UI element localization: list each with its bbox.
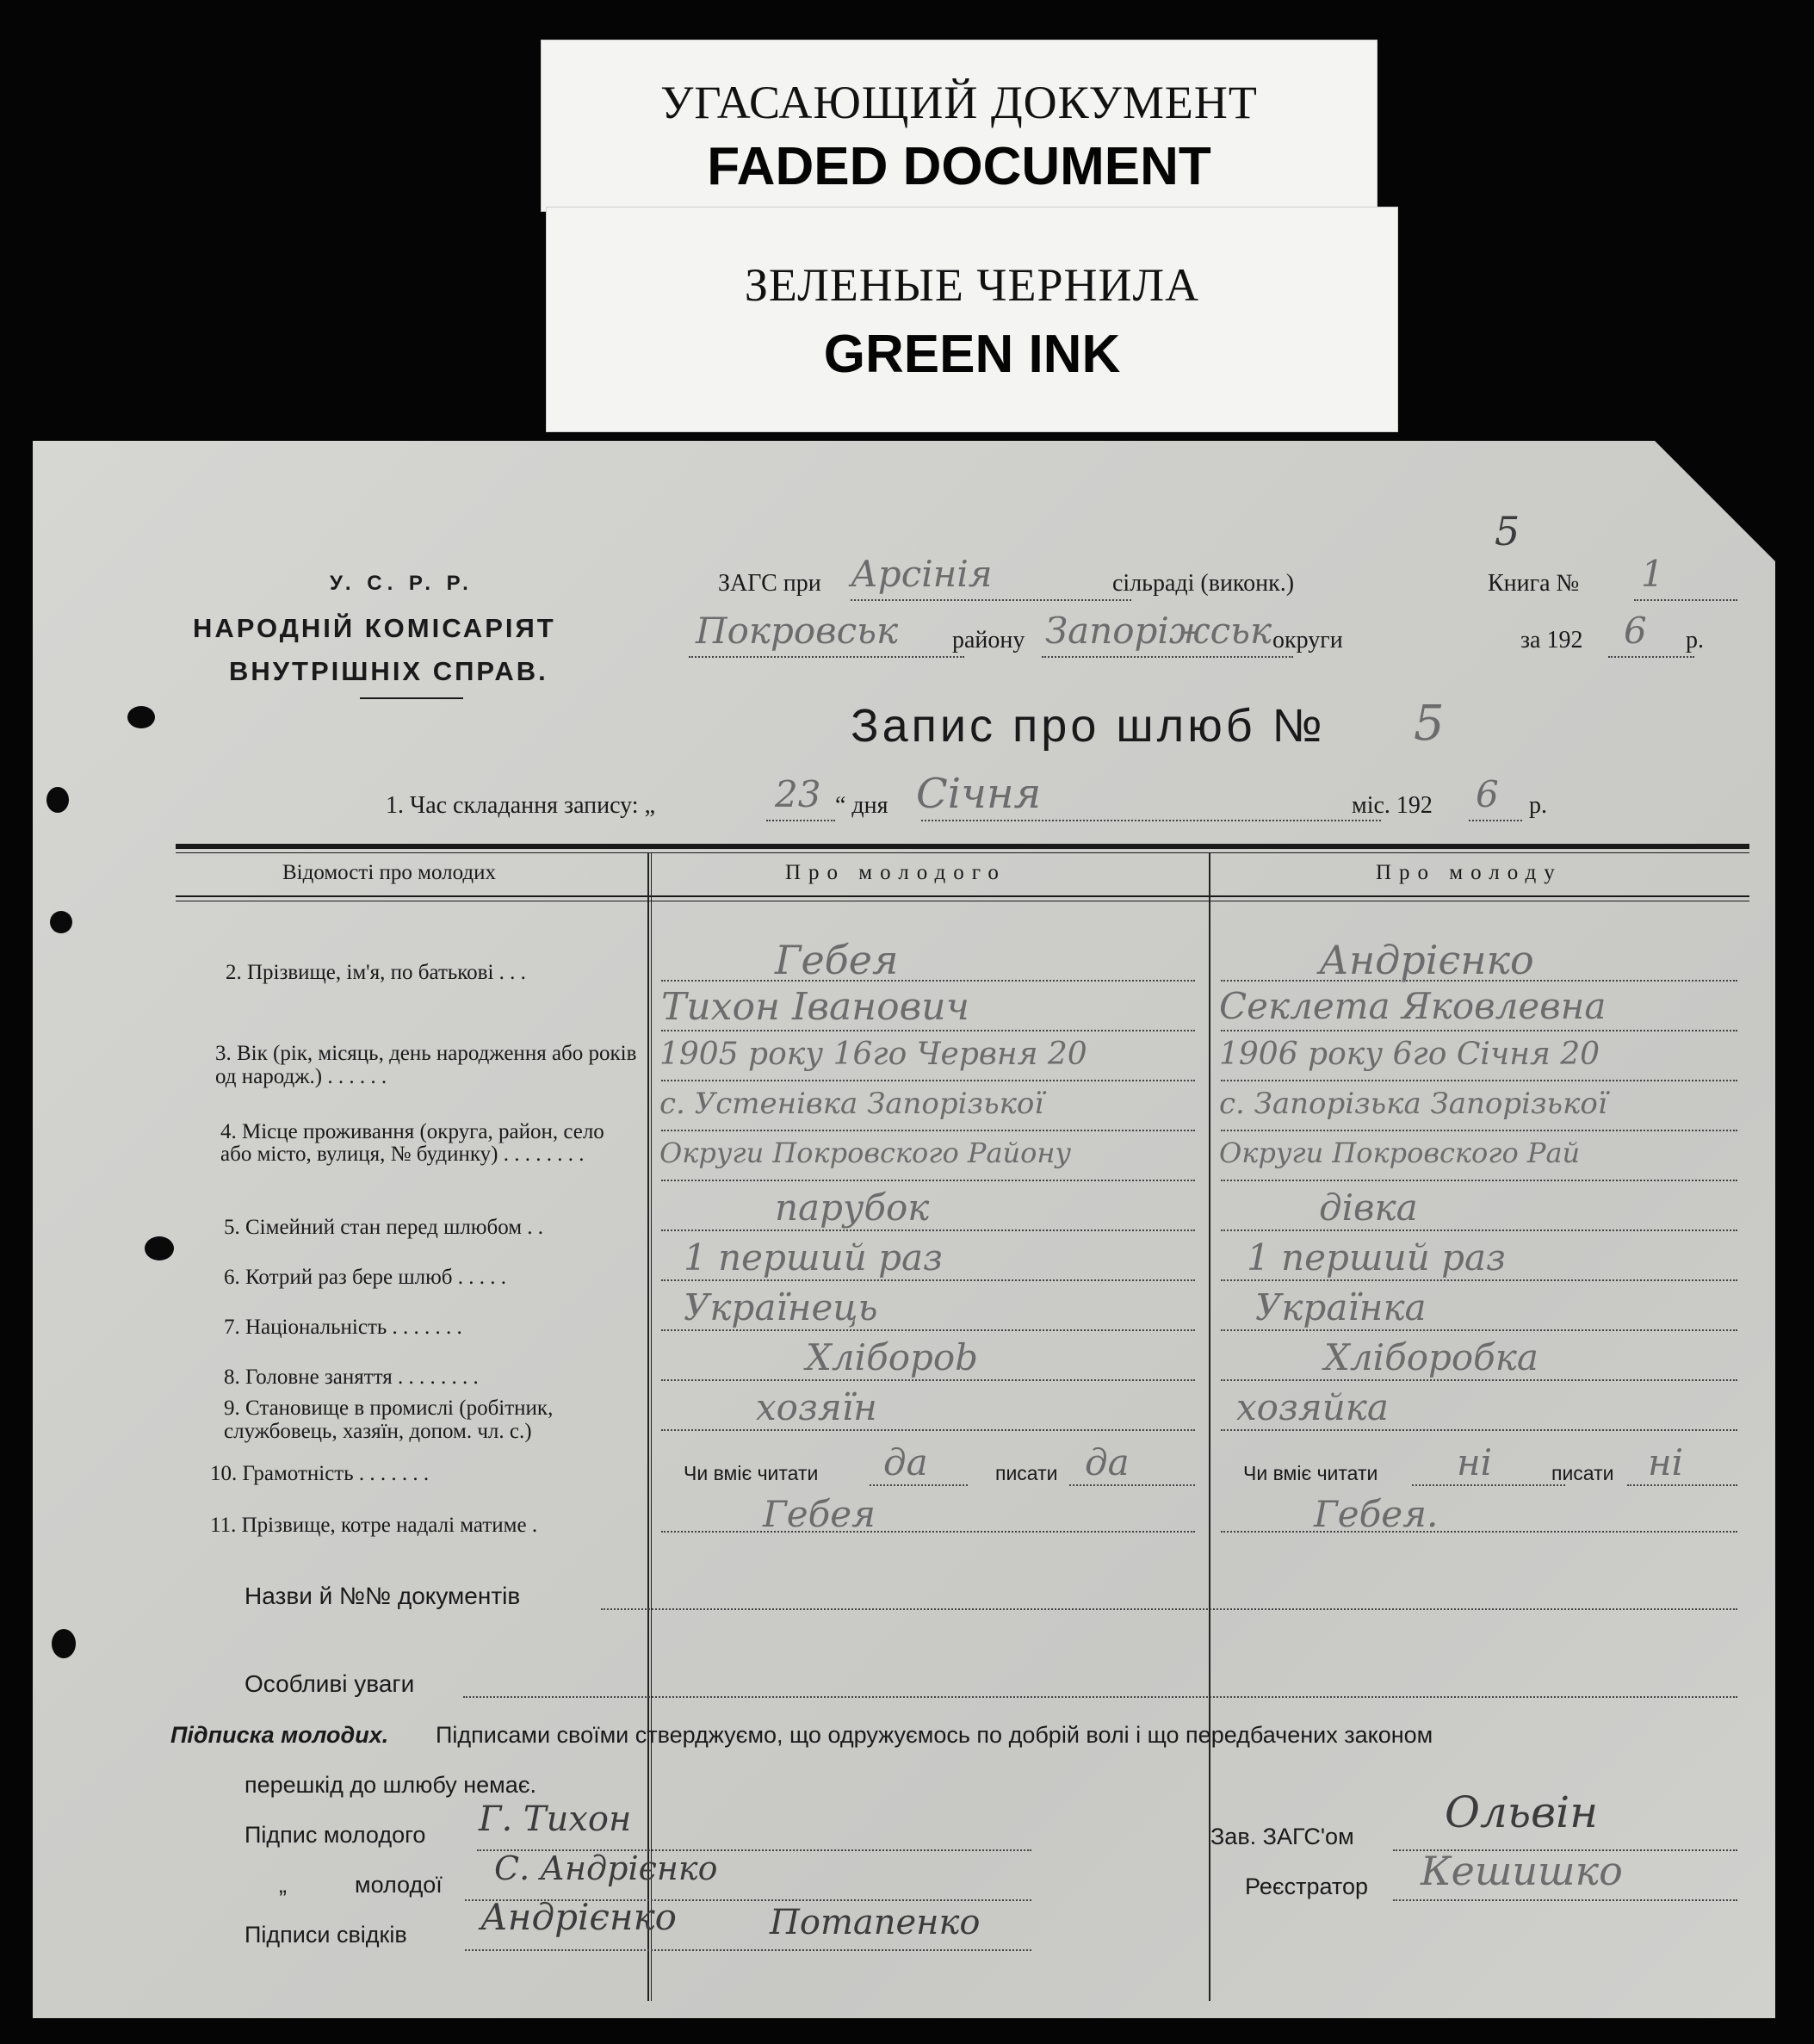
district-label: району: [952, 627, 1025, 653]
record-time-label: 1. Час складання запису: „: [386, 792, 655, 819]
district-dotline: [689, 656, 964, 658]
witness-line: [465, 1949, 1031, 1951]
groom-residence-1: с. Устенівка Запорізької: [659, 1087, 1044, 1121]
groom-write-value: да: [1085, 1441, 1130, 1483]
table-top-rule-thin: [176, 852, 1749, 853]
faded-stamp-ru: УГАСАЮЩИЙ ДОКУМЕНТ: [660, 77, 1258, 128]
registrar-sign-line: [1393, 1899, 1737, 1901]
table-top-rule: [176, 844, 1749, 849]
commissariat-line-1: НАРОДНІЙ КОМІСАРІЯТ: [193, 613, 556, 643]
header-underline: [360, 697, 463, 699]
documents-line: [601, 1608, 1737, 1610]
groom-write-label: писати: [995, 1462, 1058, 1484]
bride-sign-prefix: „: [279, 1872, 287, 1898]
record-year-end: р.: [1529, 792, 1547, 819]
registrar-label: Реєстратор: [1245, 1874, 1369, 1899]
page-title: Запис про шлюб №: [851, 700, 1326, 752]
groom-nationality: Українець: [684, 1286, 878, 1329]
head-signature: Ольвін: [1445, 1787, 1599, 1837]
punch-hole: [52, 1629, 76, 1658]
groom-surname: Гебея: [775, 937, 899, 983]
year-value: 6: [1624, 610, 1647, 652]
witness-label: Підписи свідків: [245, 1922, 407, 1948]
bride-family-status: дівка: [1319, 1186, 1418, 1229]
bride-birth: 1906 року 6го Січня 20: [1219, 1037, 1600, 1072]
commissariat-line-2: ВНУТРІШНІХ СПРАВ.: [229, 656, 548, 686]
row-label-industry-position: 9. Становище в промислі (робітник, службовець, хазяїн, допом. чл. с.): [224, 1397, 554, 1443]
ink-stamp-en: GREEN INK: [823, 325, 1121, 384]
bride-nationality: Українка: [1255, 1286, 1427, 1329]
row-label-age: 3. Вік (рік, місяць, день народження або років од народж.) . . . . . .: [215, 1042, 637, 1088]
punch-hole: [50, 911, 72, 933]
bride-line: [1221, 1080, 1737, 1081]
row-label-literacy: 10. Грамотність . . . . . . .: [210, 1462, 430, 1485]
district-value: Покровськ: [696, 610, 899, 652]
bride-line: [1221, 1180, 1737, 1181]
groom-line: [661, 1379, 1195, 1381]
record-number: 5: [1414, 696, 1445, 752]
groom-line: [661, 1030, 1195, 1031]
bride-occupation: Хліборобка: [1324, 1336, 1538, 1378]
groom-line: [661, 1531, 1195, 1533]
bride-line: [1221, 1531, 1737, 1533]
table-header-rule: [176, 895, 1749, 897]
book-value: 1: [1641, 553, 1664, 595]
day-dotline: [766, 820, 835, 821]
bride-surname: Андрієнко: [1319, 937, 1534, 983]
row-label-marriage-count: 6. Котрий раз бере шлюб . . . . .: [224, 1266, 507, 1289]
groom-line: [661, 1429, 1195, 1431]
remarks-label: Особливі уваги: [245, 1670, 415, 1697]
bride-read-value: ні: [1457, 1441, 1493, 1483]
groom-line: [661, 1130, 1195, 1131]
bride-write-line: [1627, 1484, 1737, 1486]
groom-name: Тихон Іванович: [661, 985, 969, 1029]
witness-signature-1: Андрієнко: [480, 1896, 677, 1938]
bride-line: [1221, 1379, 1737, 1381]
year-prefix: за 192: [1520, 627, 1583, 653]
bride-line: [1221, 1429, 1737, 1431]
declaration-title: Підписка молодих.: [170, 1722, 389, 1748]
col-bride-header: Про молоду: [1376, 861, 1563, 884]
bride-name: Секлета Яковлевна: [1219, 985, 1607, 1027]
green-ink-stamp: [546, 207, 1398, 432]
ink-stamp-ru: ЗЕЛЕНЫЕ ЧЕРНИЛА: [744, 259, 1200, 311]
groom-read-value: да: [883, 1441, 928, 1483]
record-day-suffix: “ дня: [835, 792, 888, 819]
faded-stamp-en: FADED DOCUMENT: [707, 137, 1211, 196]
faded-document-stamp: [541, 40, 1378, 212]
bride-position: хозяйка: [1236, 1386, 1389, 1428]
groom-future-surname: Гебея: [763, 1493, 876, 1535]
remarks-line: [463, 1696, 1737, 1698]
col-groom-header: Про молодого: [785, 861, 1006, 884]
month-dotline: [921, 820, 1381, 821]
bride-read-line: [1412, 1484, 1565, 1486]
record-day: 23: [775, 773, 821, 815]
okrug-value: Запоріжськ: [1045, 610, 1272, 652]
punch-hole: [127, 706, 155, 728]
bride-line: [1221, 1329, 1737, 1331]
groom-marriage-count: 1 перший раз: [684, 1236, 943, 1279]
groom-write-line: [1069, 1484, 1195, 1486]
groom-line: [661, 1080, 1195, 1081]
record-month-suffix: міс. 192: [1352, 792, 1433, 819]
groom-read-line: [870, 1484, 968, 1486]
bride-residence-2: Округи Покровского Рай: [1219, 1137, 1581, 1169]
usrr-label: У. С. Р. Р.: [330, 572, 474, 595]
witness-signature-2: Потапенко: [770, 1903, 981, 1942]
groom-position: хозяїн: [756, 1386, 877, 1428]
year-dotline: [1608, 656, 1694, 658]
bride-line: [1221, 1279, 1737, 1281]
table-col-divider-1b: [651, 852, 652, 2001]
bride-line: [1221, 1030, 1737, 1031]
zags-value: Арсінія: [851, 553, 993, 595]
bride-write-label: писати: [1551, 1462, 1614, 1484]
bride-future-surname: Гебея.: [1314, 1493, 1439, 1535]
groom-line: [661, 1279, 1195, 1281]
row-label-future-surname: 11. Прізвище, котре надалі матиме .: [210, 1514, 538, 1537]
row-label-nationality: 7. Національність . . . . . . .: [224, 1316, 462, 1339]
groom-line: [661, 1229, 1195, 1231]
record-year-dotline: [1469, 820, 1522, 821]
col-info-header: Відомості про молодих: [282, 861, 496, 884]
okrug-label: округи: [1272, 627, 1343, 653]
bride-residence-1: с. Запорізька Запорізької: [1219, 1087, 1607, 1121]
okrug-dotline: [1042, 656, 1293, 658]
bride-marriage-count: 1 перший раз: [1247, 1236, 1506, 1279]
groom-line: [661, 980, 1195, 982]
folded-corner: [1655, 441, 1775, 561]
groom-occupation: Хліборob: [806, 1336, 979, 1378]
zags-dotline: [851, 599, 1131, 601]
registrar-signature: Кешишко: [1421, 1848, 1623, 1894]
head-label: Зав. ЗАГС'ом: [1210, 1824, 1354, 1849]
bride-write-value: ні: [1648, 1441, 1684, 1483]
groom-line: [661, 1329, 1195, 1331]
groom-line: [661, 1180, 1195, 1181]
record-month: Січня: [916, 770, 1042, 818]
row-label-family-status: 5. Сімейний стан перед шлюбом . .: [224, 1216, 544, 1239]
record-year: 6: [1476, 773, 1499, 815]
declaration-text-2: перешкід до шлюбу немає.: [245, 1772, 536, 1798]
book-label: Книга №: [1488, 570, 1580, 597]
punch-hole: [46, 787, 69, 813]
row-label-residence: 4. Місце проживання (округа, район, село або місто, вулиця, № будинку) . . . . . . . .: [220, 1120, 604, 1166]
groom-sign-label: Підпис молодого: [245, 1822, 426, 1848]
bride-read-label: Чи вміє читати: [1243, 1462, 1378, 1484]
bride-line: [1221, 1130, 1737, 1131]
punch-hole: [145, 1236, 174, 1260]
zags-prefix: ЗАГС при: [718, 570, 821, 597]
bride-line: [1221, 1229, 1737, 1231]
declaration-text: Підписами своїми стверджуємо, що одружуємось по добрій волі і що передбачених законом: [436, 1722, 1433, 1748]
groom-residence-2: Округи Покровского Району: [659, 1137, 1072, 1169]
bride-signature: С. Андрієнко: [494, 1849, 718, 1887]
page-number: 5: [1495, 508, 1520, 554]
groom-family-status: парубок: [775, 1186, 930, 1229]
row-label-occupation: 8. Головне заняття . . . . . . . .: [224, 1366, 479, 1389]
groom-read-label: Чи вміє читати: [684, 1462, 819, 1484]
bride-sign-label: молодої: [355, 1872, 443, 1898]
book-dotline: [1634, 599, 1737, 601]
table-col-divider-1: [647, 852, 649, 2001]
zags-suffix: сільраді (виконк.): [1112, 570, 1295, 597]
documents-label: Назви й №№ документів: [245, 1583, 521, 1609]
row-label-name: 2. Прізвище, ім'я, по батькові . . .: [226, 961, 526, 984]
groom-birth: 1905 року 16го Червня 20: [659, 1037, 1087, 1072]
groom-signature: Г. Тихон: [479, 1799, 632, 1839]
marriage-record-sheet: [33, 441, 1775, 2018]
year-suffix: р.: [1686, 627, 1704, 653]
